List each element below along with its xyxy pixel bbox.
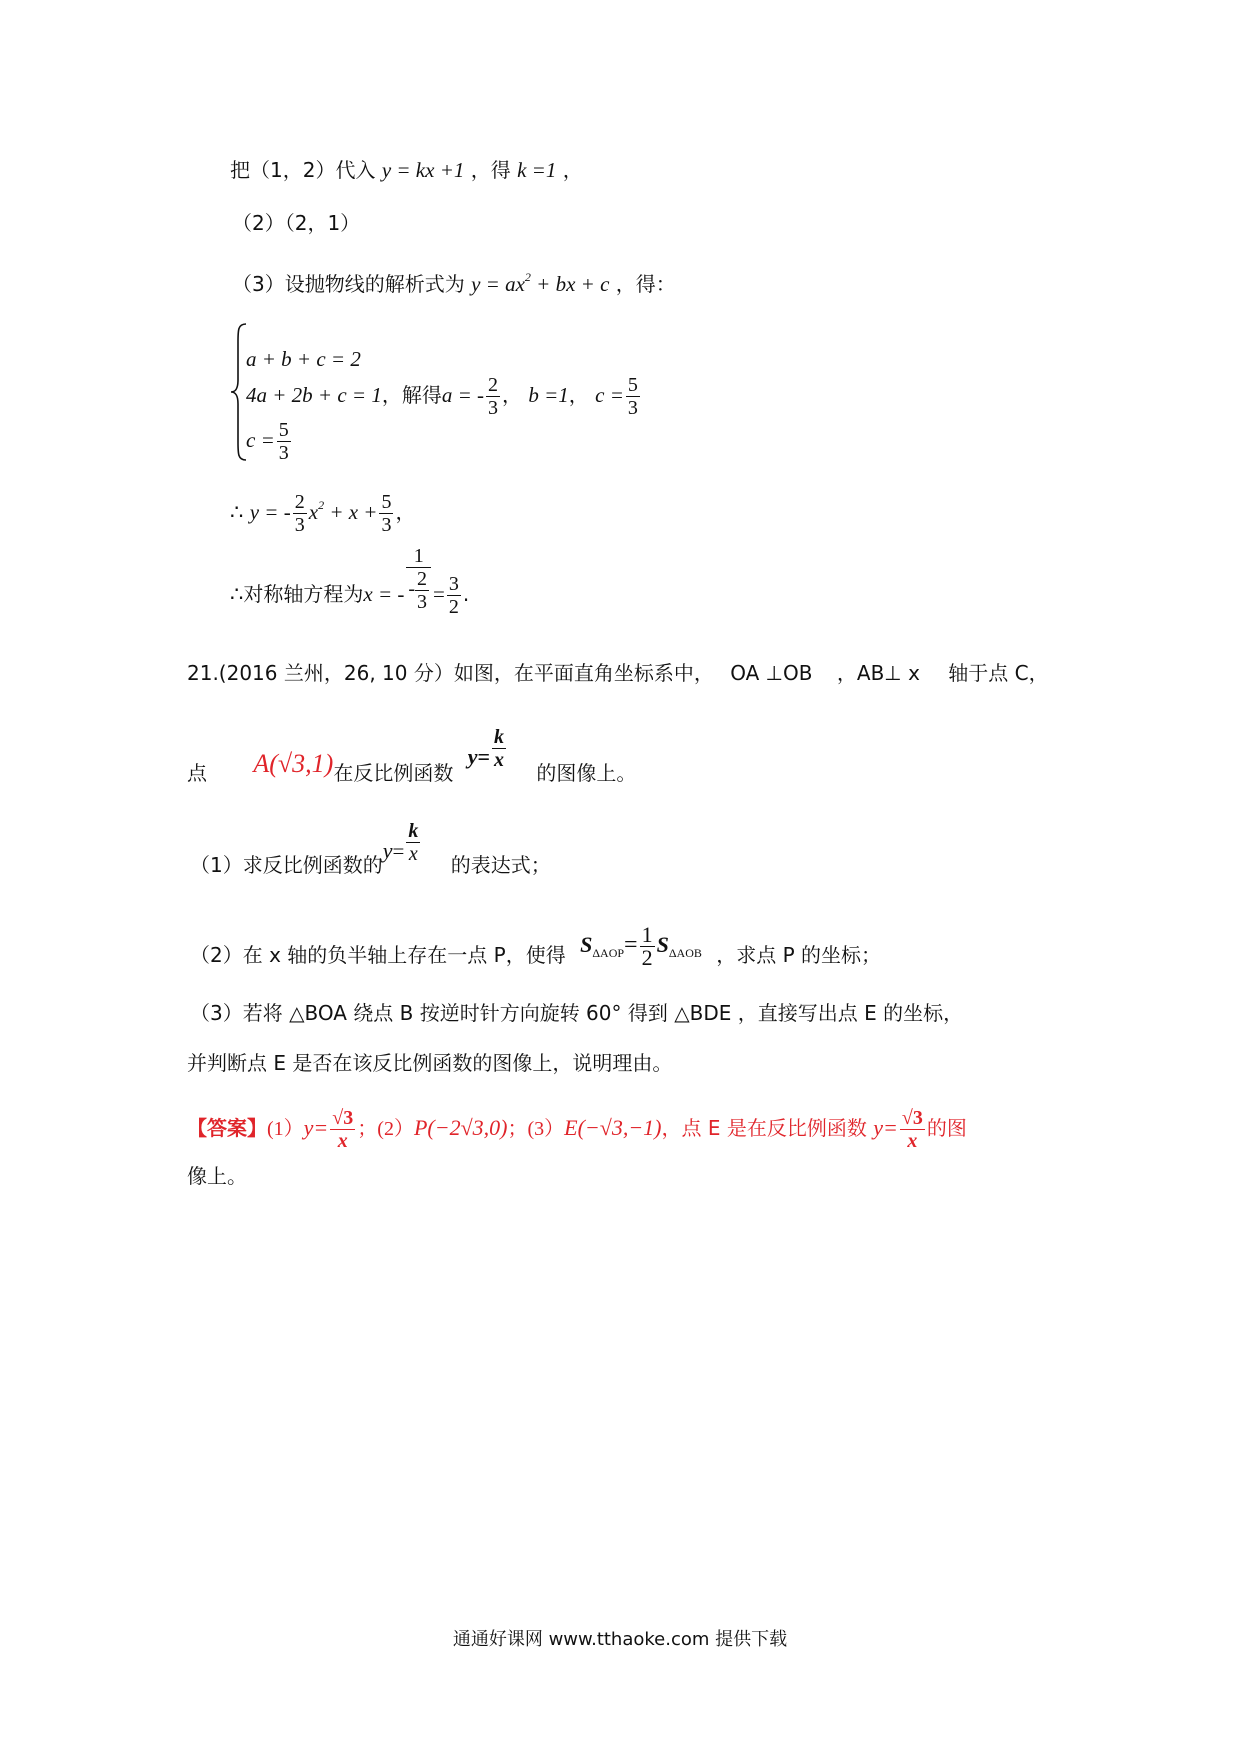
solution-line-1 <box>230 157 583 183</box>
solution-line-1-mid: ，得 <box>470 158 511 182</box>
fraction-sqrt3-x <box>900 1107 925 1152</box>
fraction-k-x <box>492 726 506 771</box>
answer-tag: 【答案】 <box>187 1116 267 1140</box>
axis-of-symmetry-line <box>230 545 469 625</box>
parabola-eq-pre: y = ax <box>471 272 525 296</box>
mid: + x + <box>324 500 378 524</box>
denominator: x <box>494 749 504 771</box>
problem-header-text: 21.(2016 兰州，26, 10 分）如图，在平面直角坐标系中， <box>187 661 714 685</box>
denominator: 3 <box>381 514 392 536</box>
fraction-3-2 <box>447 573 461 618</box>
numerator: 2 <box>488 374 499 396</box>
numerator: √3 <box>901 1107 923 1129</box>
comma: ， <box>502 383 523 407</box>
q2-text: （2）在 x 轴的负半轴上存在一点 P，使得 <box>190 943 566 967</box>
complex-fraction <box>406 545 431 613</box>
parabola-result-line <box>230 480 416 536</box>
denominator: 2 <box>641 945 653 970</box>
answer-line <box>187 1098 967 1158</box>
system-equation-2: 4a + 2b + c = 1 <box>246 383 382 407</box>
func-y: y <box>467 744 478 769</box>
answer-part-1: (1） <box>267 1118 304 1140</box>
therefore-symbol: ∴ <box>230 500 244 524</box>
answer-p: P(−2√3,0) <box>413 1115 508 1140</box>
solution-a: a = - <box>441 383 485 407</box>
system-equation-1: a + b + c = 2 <box>246 347 361 371</box>
question-2 <box>190 910 881 980</box>
parabola-eq-post: + bx + c <box>530 272 610 296</box>
denominator: x <box>907 1130 918 1152</box>
fraction-k-x <box>406 820 420 865</box>
point-a: A(√3,1) <box>253 749 334 778</box>
denominator: 3 <box>417 591 428 613</box>
period: . <box>462 582 470 607</box>
denominator: 2 <box>448 596 459 619</box>
problem-21-header <box>187 660 1049 686</box>
denominator: x <box>408 843 418 865</box>
fraction-1-2 <box>640 924 655 969</box>
fraction-2-3 <box>293 491 307 536</box>
func-eq: = <box>392 839 405 863</box>
question-3-line-1: （3）若将 △BOA 绕点 B 按逆时针方向旋转 60° 得到 △BDE ，直接写出点 E 的坐标， <box>190 1001 964 1025</box>
part-3-suffix: ，得： <box>615 272 676 296</box>
q1-end: 的表达式； <box>450 853 551 877</box>
perp-ab: ，AB⊥ x <box>836 661 920 685</box>
system-equation-3: c = <box>246 428 275 452</box>
denominator: 3 <box>488 397 499 419</box>
formula-sub1: ΔAOP <box>592 946 625 960</box>
equation-y-kx-1: y = kx +1 <box>381 158 465 182</box>
answer-y-eq-2: y= <box>873 1115 898 1140</box>
numerator: 2 <box>294 491 305 513</box>
formula-eq: = <box>624 932 638 958</box>
solution-line-1-prefix: 把（1，2）代入 <box>230 158 376 182</box>
solve-text: ，解得 <box>381 383 442 407</box>
q1-text: （1）求反比例函数的 <box>190 853 383 877</box>
answer-e: E(−√3,−1) <box>564 1115 662 1140</box>
problem-21-point-line <box>187 722 636 792</box>
numerator: 3 <box>448 573 459 596</box>
part-3-prefix: （3）设抛物线的解析式为 <box>232 272 465 296</box>
denominator: 3 <box>278 442 289 464</box>
fraction-5-3 <box>626 374 640 419</box>
fraction-5-3 <box>277 419 291 464</box>
page-footer: 通通好课网 www.tthaoke.com 提供下载 <box>452 1629 788 1650</box>
fraction-2-3 <box>415 568 429 613</box>
formula-s1: S <box>580 932 593 957</box>
answer-y-eq: y= <box>303 1115 329 1140</box>
numerator: 1 <box>641 922 653 947</box>
answer-tail: 的图 <box>926 1116 967 1140</box>
solution-part-3 <box>232 264 676 297</box>
answer-line-2: 像上。 <box>187 1164 247 1188</box>
fraction-2-3 <box>486 374 500 419</box>
q2-end: ，求点 P 的坐标； <box>716 943 882 967</box>
solution-c: c = <box>595 383 624 407</box>
numerator: k <box>408 820 419 842</box>
system-equation-3-line <box>246 415 293 465</box>
numerator: 2 <box>417 568 428 590</box>
axis-x: x = - <box>363 582 405 607</box>
result-y: y = - <box>249 500 291 524</box>
equation-k-1: k =1 <box>517 158 557 182</box>
point-end: 的图像上。 <box>536 761 637 785</box>
point-label: 点 <box>187 761 207 785</box>
comma: ， <box>395 500 416 524</box>
question-1 <box>190 820 551 880</box>
comma: ， <box>568 383 589 407</box>
func-eq: = <box>477 744 490 769</box>
func-y: y <box>382 838 393 863</box>
denominator: 3 <box>294 514 305 536</box>
parabola-equation <box>471 272 609 296</box>
solution-part-2: （2）（2，1） <box>232 211 361 235</box>
answer-part-3: ；(3） <box>507 1118 565 1140</box>
fraction-sqrt3-x <box>330 1107 355 1152</box>
solution-b: b =1 <box>528 383 569 407</box>
formula-s2: S <box>656 932 669 957</box>
perp-oa-ob: OA ⊥OB <box>730 661 813 685</box>
comma: ， <box>562 158 583 182</box>
system-equation-2-line <box>246 370 642 420</box>
therefore-symbol: ∴ <box>230 582 244 607</box>
axis-text: 对称轴方程为 <box>243 582 364 607</box>
sup: 2 <box>318 498 325 512</box>
point-text: 在反比例函数 <box>333 761 454 785</box>
x: x <box>308 500 319 524</box>
formula-sub2: ΔAOB <box>668 946 702 960</box>
denominator: 3 <box>627 397 638 419</box>
numerator: 5 <box>381 491 392 513</box>
parabola-eq-sup: 2 <box>524 270 531 284</box>
denominator: x <box>337 1130 348 1152</box>
answer-part-2: ；(2） <box>357 1118 414 1140</box>
axis-point-c: 轴于点 C， <box>948 661 1049 685</box>
numerator: 5 <box>278 419 289 441</box>
denominator <box>406 568 431 613</box>
equals: = <box>433 582 445 607</box>
question-3-line-2: 并判断点 E 是否在该反比例函数的图像上，说明理由。 <box>187 1051 673 1075</box>
fraction-5-3 <box>379 491 393 536</box>
minus: - <box>408 578 416 601</box>
result-x2 <box>309 500 378 524</box>
numerator: √3 <box>332 1107 354 1129</box>
area-formula <box>580 910 702 988</box>
answer-part-3-text: ，点 E 是在反比例函数 <box>661 1116 867 1140</box>
numerator: k <box>494 726 504 748</box>
numerator: 1 <box>406 545 431 568</box>
numerator: 5 <box>627 374 638 396</box>
